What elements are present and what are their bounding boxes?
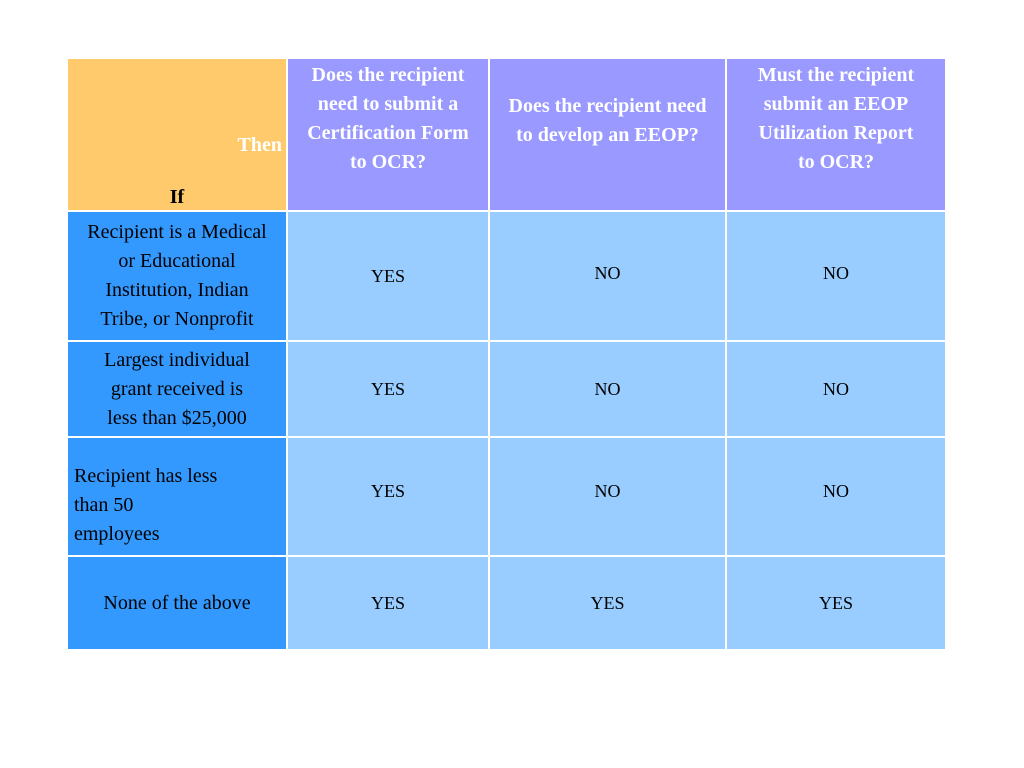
row3-report-value: NO xyxy=(727,438,945,555)
row1-report-value: NO xyxy=(727,212,945,340)
row2-eeop-value: NO xyxy=(490,342,725,436)
header-develop-eeop: Does the recipient need to develop an EEOP? xyxy=(490,59,725,210)
then-label: Then xyxy=(237,134,282,156)
header-certification-form: Does the recipient need to submit a Certification Form to OCR? xyxy=(288,59,488,210)
row4-certification-value: YES xyxy=(288,557,488,649)
row-condition-none-of-above: None of the above xyxy=(68,557,286,649)
row1-eeop-value: NO xyxy=(490,212,725,340)
eeop-requirements-table xyxy=(68,59,939,641)
row2-report-value: NO xyxy=(727,342,945,436)
row2-certification-value: YES xyxy=(288,342,488,436)
row3-certification-value: YES xyxy=(288,438,488,555)
row3-eeop-value: NO xyxy=(490,438,725,555)
row-condition-medical-educational: Recipient is a Medical or Educational Institution, Indian Tribe, or Nonprofit xyxy=(68,212,286,340)
row4-eeop-value: YES xyxy=(490,557,725,649)
corner-header-cell xyxy=(68,59,286,210)
row1-certification-value: YES xyxy=(288,212,488,340)
header-utilization-report: Must the recipient submit an EEOP Utilization Report to OCR? xyxy=(727,59,945,210)
if-label: If xyxy=(169,186,185,208)
row4-report-value: YES xyxy=(727,557,945,649)
row-condition-grant-under-25000: Largest individual grant received is less than $25,000 xyxy=(68,342,286,436)
row-condition-under-50-employees: Recipient has less than 50 employees xyxy=(68,438,286,555)
